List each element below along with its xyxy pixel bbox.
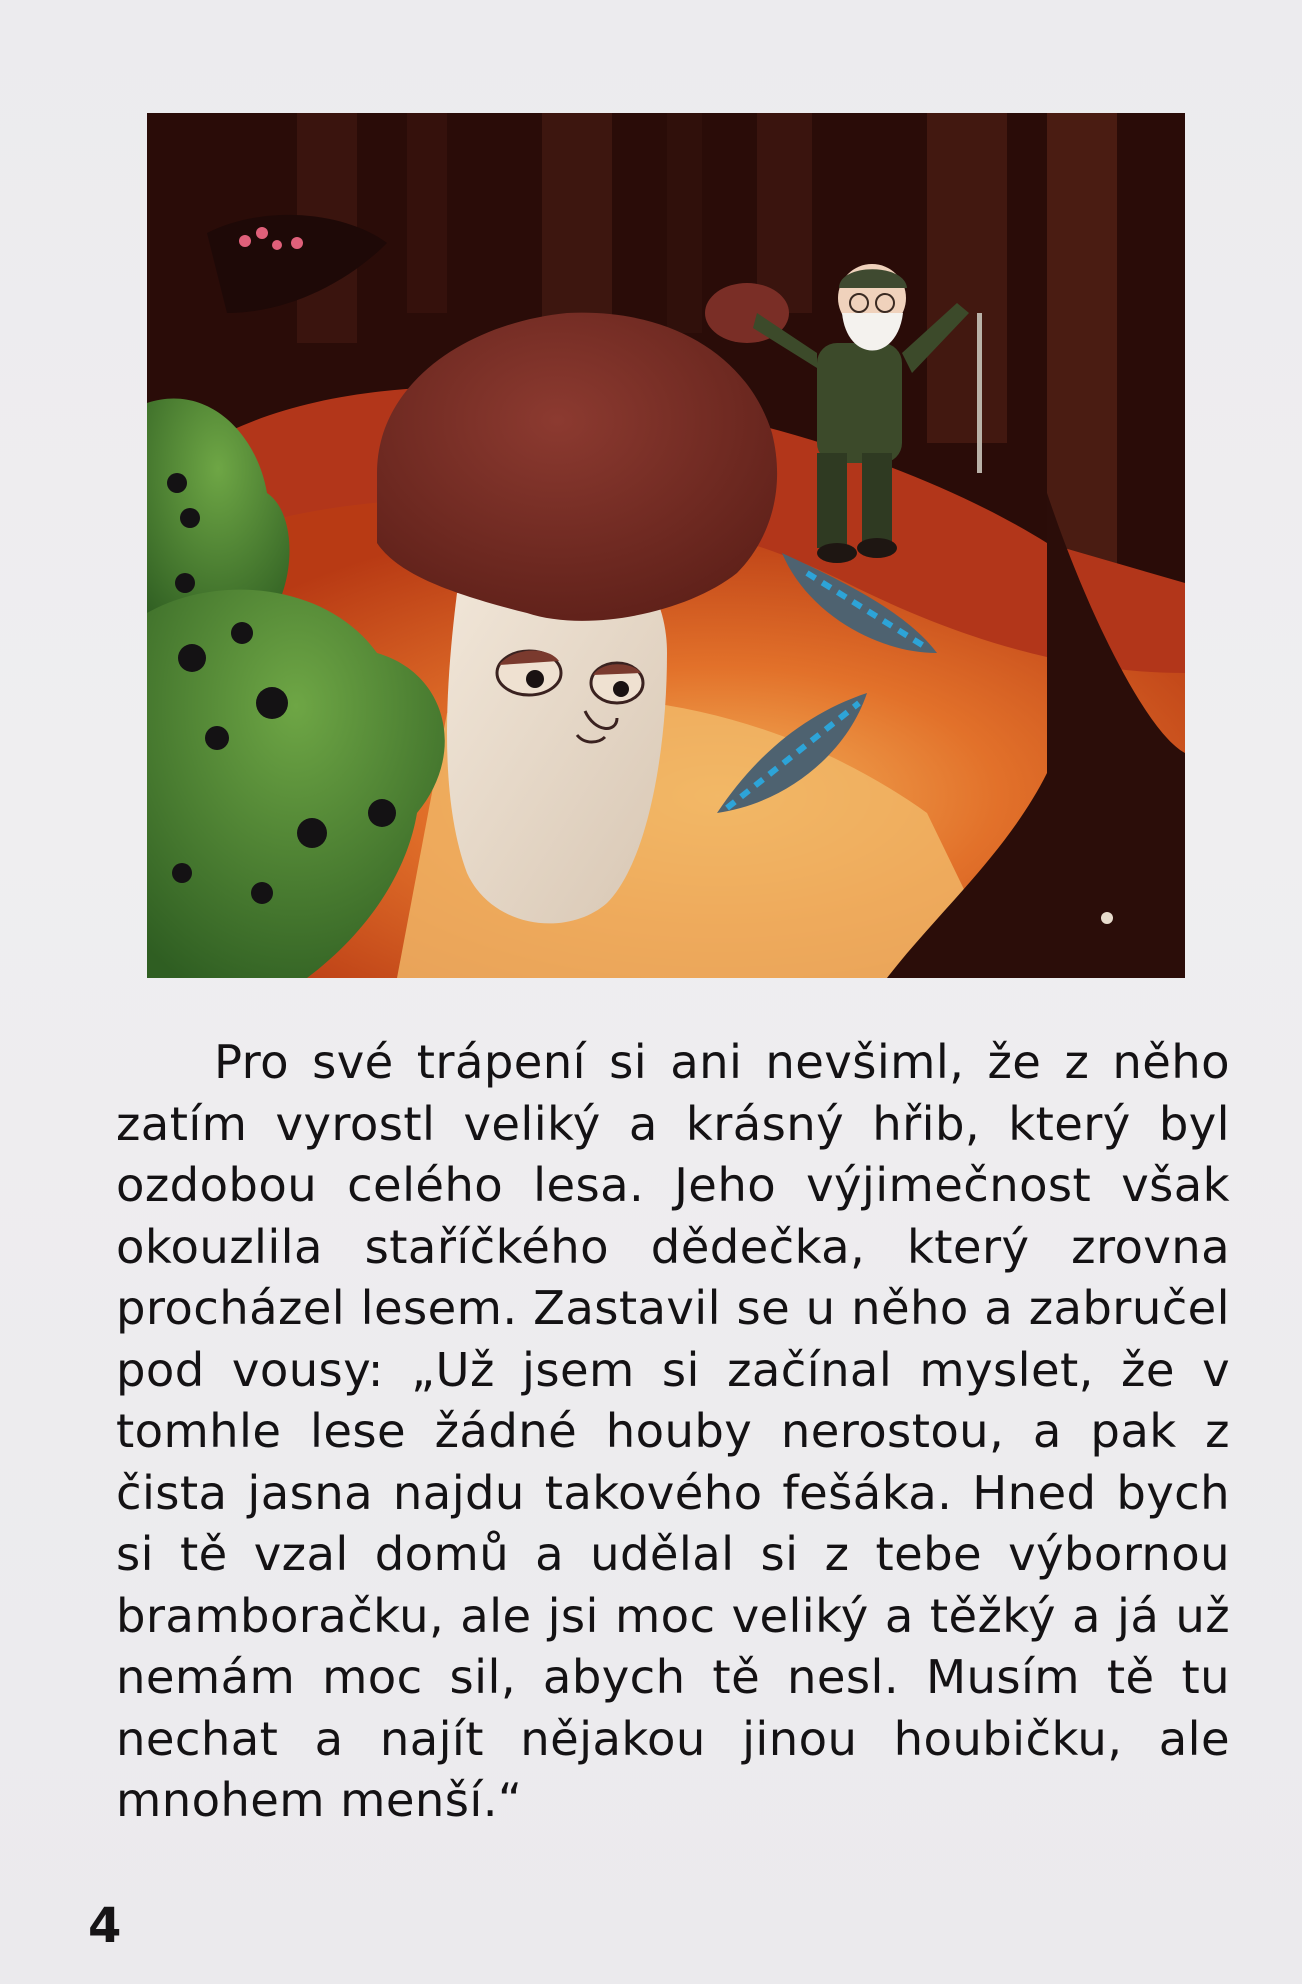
page-number: 4 [88, 1898, 122, 1954]
mushroom-forest-illustration [147, 113, 1185, 978]
story-paragraph: Pro své trápení si ani nevšiml, že z něho zatím vyrostl veliký a krásný hřib, který byl ozdobou celého lesa. Jeho výjimečnost však okouzlila staříčkého dědečka, který zrovna procházel lesem. Zastavil se u něho a zabručel pod vousy: „Už jsem si začínal myslet, že v tomhle lese žádné houby nerostou, a pak z čista jasna najdu takového fešáka. Hned bych si tě vzal domů a udělal si z tebe výbornou bramboračku, ale jsi moc veliký a těžký a já už nemám moc sil, abych tě nesl. Musím tě tu nechat a najít nějakou jinou houbičku, ale mnohem menší.“ [116, 1035, 1230, 1827]
story-illustration [147, 113, 1185, 978]
